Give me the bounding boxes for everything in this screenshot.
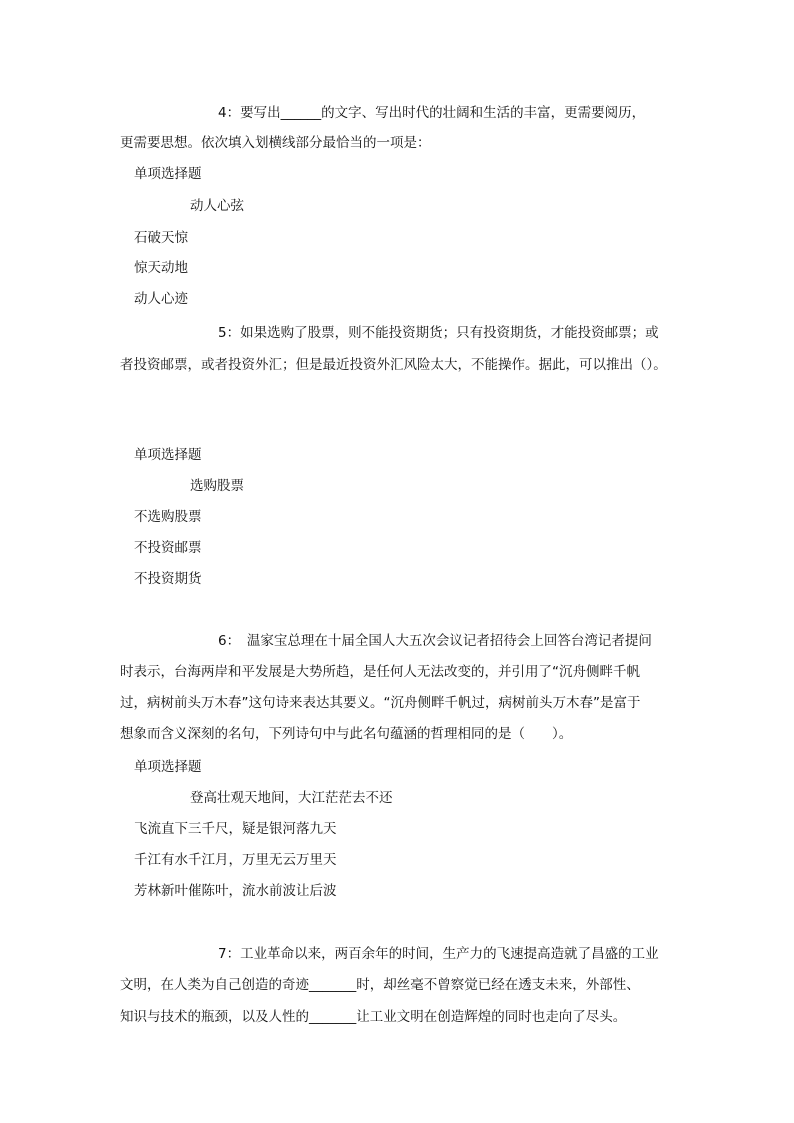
question-stem-line: 6： 温家宝总理在十届全国人大五次会议记者招待会上回答台湾记者提问 — [218, 633, 652, 649]
question-stem-line: 5：如果选购了股票，则不能投资期货；只有投资期货，才能投资邮票；或 — [218, 325, 659, 341]
question-stem-line: 7：工业革命以来，两百余年的时间，生产力的飞速提高造就了昌盛的工业 — [218, 946, 659, 962]
question-stem-line: 时表示，台海两岸和平发展是大势所趋，是任何人无法改变的，并引用了“沉舟侧畔千帆 — [120, 664, 640, 680]
option[interactable]: 不投资邮票 — [134, 540, 202, 556]
option[interactable]: 惊天动地 — [134, 260, 188, 276]
question-stem-line: 想象而含义深刻的名句，下列诗句中与此名句蕴涵的哲理相同的是（ ）。 — [120, 726, 573, 742]
option[interactable]: 芳林新叶催陈叶，流水前波让后波 — [134, 883, 337, 899]
question-type-label: 单项选择题 — [134, 447, 202, 463]
question-stem-line: 过，病树前头万木春”这句诗来表达其要义。“沉舟侧畔千帆过，病树前头万木春”是富于 — [120, 695, 641, 711]
question-type-label: 单项选择题 — [134, 759, 202, 775]
question-type-label: 单项选择题 — [134, 166, 202, 182]
question-stem-line: 更需要思想。依次填入划横线部分最恰当的一项是： — [120, 135, 431, 151]
question-stem-line: 者投资邮票，或者投资外汇；但是最近投资外汇风险太大，不能操作。据此，可以推出（）。 — [120, 357, 667, 373]
option[interactable]: 登高壮观天地间，大江茫茫去不还 — [190, 790, 393, 806]
question-stem-line: 文明，在人类为自己创造的奇迹_______时，却丝毫不曾察觉已经在透支未来，外部性、 — [120, 977, 640, 993]
option[interactable]: 千江有水千江月，万里无云万里天 — [134, 852, 337, 868]
option[interactable]: 不选购股票 — [134, 509, 202, 525]
option[interactable]: 动人心迹 — [134, 291, 188, 307]
option[interactable]: 石破天惊 — [134, 230, 188, 246]
question-stem-line: 4：要写出______的文字、写出时代的壮阔和生活的丰富，更需要阅历， — [218, 105, 646, 121]
option[interactable]: 飞流直下三千尺，疑是银河落九天 — [134, 821, 337, 837]
option[interactable]: 动人心弦 — [190, 198, 244, 214]
option[interactable]: 不投资期货 — [134, 571, 202, 587]
option[interactable]: 选购股票 — [190, 478, 244, 494]
question-stem-line: 知识与技术的瓶颈，以及人性的_______让工业文明在创造辉煌的同时也走向了尽头。 — [120, 1009, 627, 1025]
